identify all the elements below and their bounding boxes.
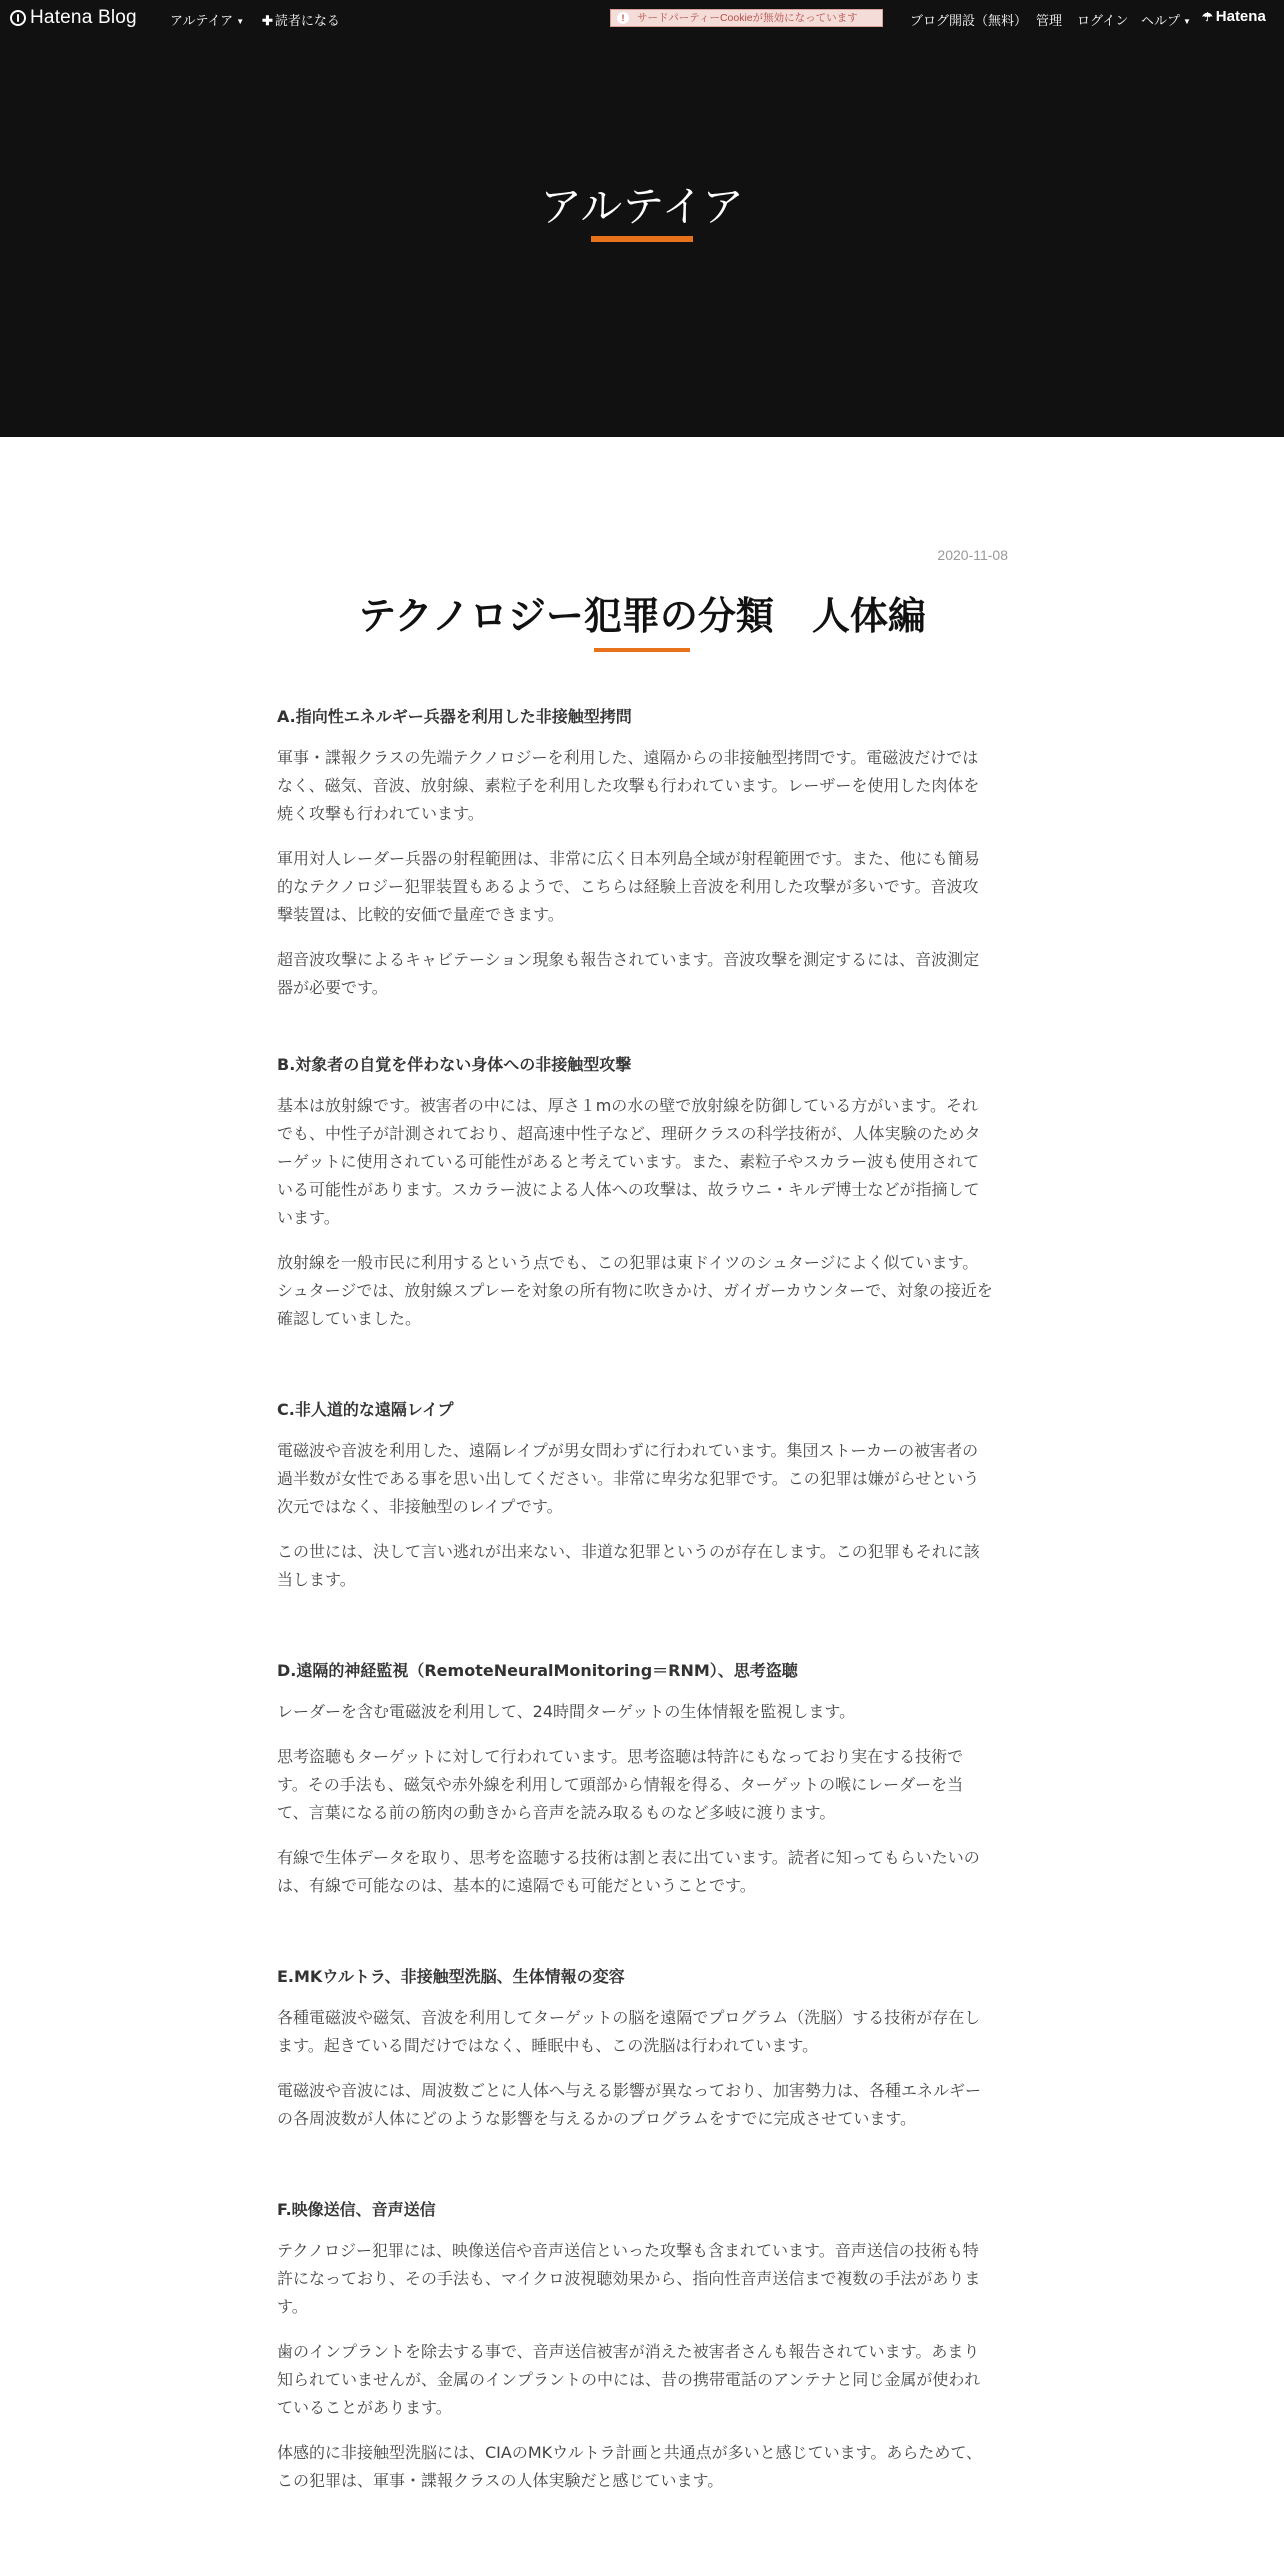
blog-menu-label: アルテイア [170, 13, 234, 28]
section-heading-e: E.MKウルトラ、非接触型洗脳、生体情報の変容 [277, 1967, 625, 1986]
brand-text: Hatena Blog [30, 7, 137, 28]
caret-down-icon: ▼ [236, 17, 245, 26]
paragraph: 超音波攻撃によるキャビテーション現象も報告されています。音波攻撃を測定するには、音波測定器が必要です。 [277, 950, 980, 997]
hatena-blog-logo-link[interactable] [10, 8, 137, 28]
paragraph: 体感的に非接触型洗脳には、CIAのMKウルトラ計画と共通点が多いと感じています。あらためて、この犯罪は、軍事・諜報クラスの人体実験だと感じています。 [277, 2443, 983, 2490]
entry-content [277, 700, 993, 2495]
paragraph: 放射線を一般市民に利用するという点でも、この犯罪は東ドイツのシュタージによく似ています。シュタージでは、放射線スプレーを対象の所有物に吹きかけ、ガイガーカウンターで、対象の接近を確認していました。 [277, 1253, 993, 1328]
section-heading-b: B.対象者の自覚を伴わない身体への非接触型攻撃 [277, 1055, 632, 1074]
paragraph: テクノロジー犯罪には、映像送信や音声送信といった攻撃も含まれています。音声送信の技術も特許になっており、その手法も、マイクロ波視聴効果から、指向性音声送信まで複数の手法があります。 [277, 2241, 981, 2316]
hatena-blog-logo-icon [10, 10, 26, 26]
help-dropdown[interactable] [1141, 10, 1191, 29]
paragraph: 思考盗聴もターゲットに対して行われています。思考盗聴は特許にもなっており実在する技術です。その手法も、磁気や赤外線を利用して頭部から情報を得る、ターゲットの喉にレーダーを当て、言葉になる前の筋肉の動きから音声を読み取るものなど多岐に渡ります。 [277, 1747, 964, 1822]
hatena-text: Hatena [1215, 8, 1266, 25]
section-heading-c: C.非人道的な遠隔レイプ [277, 1400, 454, 1419]
blog-menu-dropdown[interactable] [170, 10, 244, 29]
paragraph: 各種電磁波や磁気、音波を利用してターゲットの脳を遠隔でプログラム（洗脳）する技術が存在します。起きている間だけではなく、睡眠中も、この洗脳は行われています。 [277, 2008, 981, 2055]
paragraph: 電磁波や音波を利用した、遠隔レイプが男女問わずに行われています。集団ストーカーの被害者の過半数が女性である事を思い出してください。非常に卑劣な犯罪です。この犯罪は嫌がらせという次元ではなく、非接触型のレイプです。 [277, 1441, 980, 1516]
entry-title[interactable]: テクノロジー犯罪の分類 人体編 [358, 594, 926, 638]
cookie-notice-text: サードパーティーCookieが無効になっています [637, 12, 858, 24]
plus-icon: ✚ [262, 13, 273, 28]
blog-title-link[interactable]: アルテイア [539, 182, 745, 231]
global-header [0, 0, 1284, 36]
help-label: ヘルプ [1141, 13, 1181, 28]
section-heading-a: A.指向性エネルギー兵器を利用した非接触型拷問 [277, 707, 632, 726]
paragraph: 基本は放射線です。被害者の中には、厚さ１mの水の壁で放射線を防御している方がいます。それでも、中性子が計測されており、超高速中性子など、理研クラスの科学技術が、人体実験のためターゲットに使用されている可能性があると考えています。また、素粒子やスカラー波も使用されている可能性があります。スカラー波による人体への攻撃は、故ラウニ・キルデ博士などが指摘しています。 [277, 1096, 981, 1227]
hatena-logo-link[interactable] [1202, 8, 1266, 25]
caret-down-icon: ▼ [1183, 17, 1191, 26]
paragraph: 有線で生体データを取り、思考を盗聴する技術は割と表に出ています。読者に知ってもらいたいのは、有線で可能なのは、基本的に遠隔でも可能だということです。 [277, 1848, 980, 1895]
subscribe-button[interactable] [262, 10, 340, 29]
entry-title-accent-bar [594, 648, 690, 652]
login-link[interactable]: ログイン [1077, 13, 1129, 28]
title-accent-bar [591, 236, 693, 242]
paragraph: 電磁波や音波には、周波数ごとに人体へ与える影響が異なっており、加害勢力は、各種エネルギーの各周波数が人体にどのような影響を与えるかのプログラムをすでに完成させています。 [277, 2081, 982, 2128]
manage-link[interactable]: 管理 [1036, 13, 1063, 28]
subscribe-label: 読者になる [274, 13, 340, 28]
paragraph: レーダーを含む電磁波を利用して、24時間ターゲットの生体情報を監視します。 [277, 1702, 856, 1721]
section-heading-f: F.映像送信、音声送信 [277, 2200, 436, 2219]
paragraph: 歯のインプラントを除去する事で、音声送信被害が消えた被害者さんも報告されています。あまり知られていませんが、金属のインプラントの中には、昔の携帯電話のアンテナと同じ金属が使われていることがあります。 [277, 2342, 981, 2417]
cookie-notice[interactable] [610, 9, 883, 27]
paragraph: 軍事・諜報クラスの先端テクノロジーを利用した、遠隔からの非接触型拷問です。電磁波だけではなく、磁気、音波、放射線、素粒子を利用した攻撃も行われています。レーザーを使用した肉体を焼く攻撃も行われています。 [277, 748, 980, 823]
hatena-mark-icon: ☂ [1202, 9, 1213, 24]
blog-header [0, 36, 1284, 437]
info-icon: ! [617, 12, 629, 24]
section-heading-d: D.遠隔的神経監視（RemoteNeuralMonitoring＝RNM）、思考盗聴 [277, 1661, 798, 1680]
entry-date[interactable]: 2020-11-08 [937, 547, 1008, 563]
paragraph: この世には、決して言い逃れが出来ない、非道な犯罪というのが存在します。この犯罪もそれに該当します。 [277, 1542, 980, 1589]
paragraph: 軍用対人レーダー兵器の射程範囲は、非常に広く日本列島全域が射程範囲です。また、他にも簡易的なテクノロジー犯罪装置もあるようで、こちらは経験上音波を利用した攻撃が多いです。音波攻撃装置は、比較的安価で量産できます。 [277, 849, 980, 924]
open-blog-link[interactable]: ブログ開設（無料） [910, 13, 1028, 28]
